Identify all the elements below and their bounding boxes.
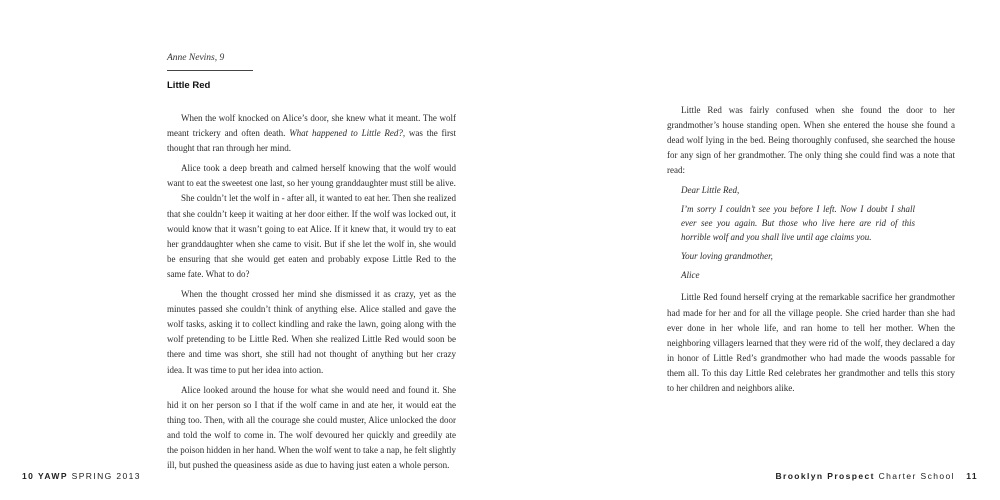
story-title: Little Red — [167, 80, 211, 91]
story-paragraph: Little Red found herself crying at the remarkable sacrifice her grandmother had made for her and for all the village people. She cried harder than she had ever done in her whole life, and ran home to tell her mother. When the neighboring villagers learned that they were rid of the wolf, they declared a day in honor of Little Red’s grandmother who had made the woods passable for them all. To this day Little Red celebrates her grandmother and tells this story to her children and neighbors alike. — [667, 292, 955, 394]
note-closing: Your loving grandmother, — [681, 251, 773, 262]
story-paragraph: Little Red was fairly confused when she found the door to her grandmother’s house standing open. When she entered the house she found a dead wolf lying in the bed. Being thoroughly confused, she searched the house for any sign of her grandmother. The only thing she could find was a note that read: — [667, 105, 955, 176]
italic-thought: What happened to Little Red? — [289, 128, 403, 139]
story-paragraph: Alice looked around the house for what she would need and found it. She hid it on her person so I that if the wolf came in and ate her, it would eat the thing too. Then, with all the courage she could muster, Alice unlocked the door and told the wolf to come in. The wolf devoured her quickly and greedily ate the poison hidden in her hand. When the wolf went to take a nap, he felt slightly ill, but pushed the queasiness aside as due to having just eaten a whole person. — [167, 384, 456, 471]
grandmother-note — [681, 183, 955, 282]
story-paragraph — [167, 111, 456, 156]
right-story-column — [667, 103, 955, 401]
byline-rule — [167, 70, 253, 71]
story-paragraph: Alice took a deep breath and calmed herself knowing that the wolf would want to eat the sweetest one last, so her young granddaughter must still be alive. — [167, 163, 456, 189]
page-number: 11 — [966, 471, 978, 481]
page-number: 10 — [22, 471, 35, 481]
note-signature: Alice — [681, 270, 700, 281]
author-byline: Anne Nevins, 9 — [167, 53, 225, 63]
note-greeting: Dear Little Red, — [681, 185, 740, 196]
school-name-bold: Brooklyn Prospect — [775, 471, 875, 481]
story-paragraph: When the thought crossed her mind she dismissed it as crazy, yet as the minutes passed she couldn’t think of anything else. Alice stalled and gave the wolf tasks, asking it to collect kindling and rake the lawn, going along with the wolf pretending to be Little Red. When she realized Little Red would soon be there and time was short, she still had not thought of anything but her crazy idea. It was time to put her idea into action. — [167, 289, 456, 375]
paragraph-text: , was the first thought that ran through her mind. — [167, 128, 456, 154]
left-story-column — [167, 111, 456, 478]
footer-left — [22, 471, 141, 481]
footer-right — [775, 471, 978, 481]
magazine-name: YAWP — [38, 471, 68, 481]
issue-label: SPRING 2013 — [71, 471, 141, 481]
right-page — [500, 0, 1000, 500]
school-name-rest: Charter School — [878, 471, 955, 481]
story-paragraph: She couldn’t let the wolf in - after all, it wanted to eat her. Then she realized that she couldn’t keep it waiting at her door either. If the wolf was locked out, it would know that it wasn’t going to eat Alice. If it knew that, it would try to eat her granddaughter when she came to visit. But if she let the wolf in, she would be ensuring that she would get eaten and probably expose Little Red to the same fate. What to do? — [167, 193, 456, 279]
note-body: I’m sorry I couldn’t see you before I left. Now I doubt I shall ever see you again. But those who live here are rid of this horrible wolf and you shall live until age claims you. — [681, 204, 915, 243]
paragraph-text: When the wolf knocked on Alice’s door, she knew what it meant. The wolf meant trickery and often death. — [167, 113, 456, 139]
